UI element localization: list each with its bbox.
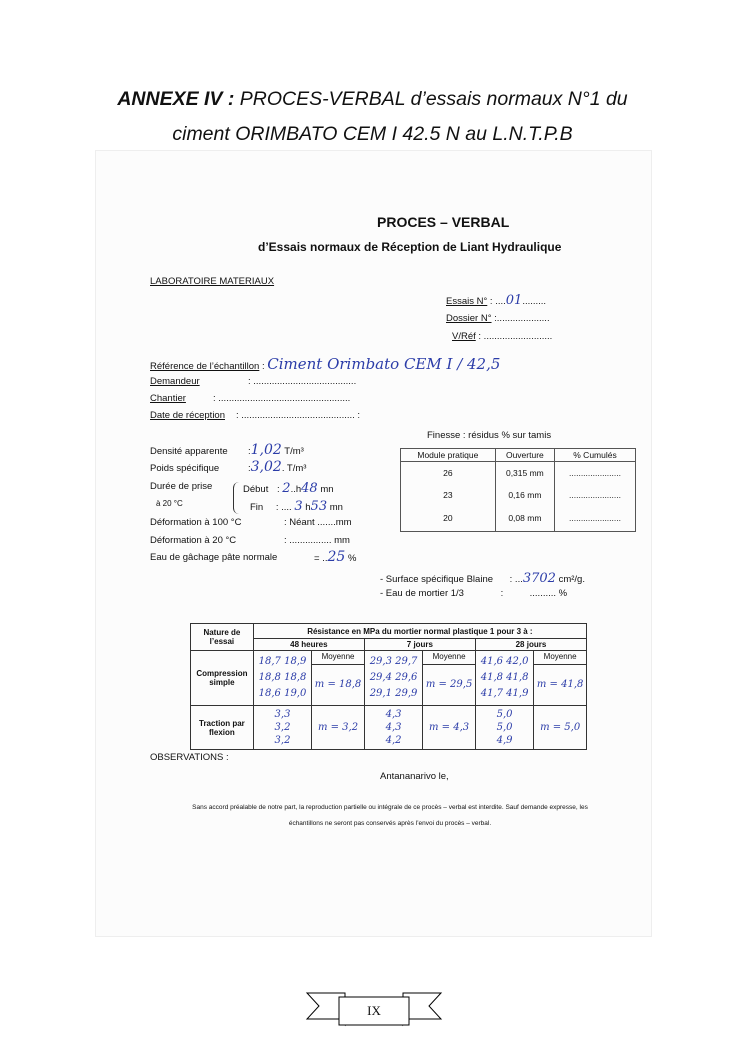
vref-label: V/Réf xyxy=(452,331,476,342)
reference-prefix: : xyxy=(261,361,265,372)
eau-unit: % xyxy=(347,553,357,564)
annex-title-text: PROCES-VERBAL d’essais normaux N°1 du xyxy=(234,88,628,110)
annex-label: ANNEXE IV : xyxy=(117,88,235,110)
eau-value: 25 xyxy=(327,549,346,565)
resistance-table xyxy=(190,623,587,750)
densite-unit: T/m³ xyxy=(284,446,304,457)
chantier-value: : .................................................. xyxy=(213,393,351,404)
debut-label: Début xyxy=(243,484,269,495)
essais-label: Essais N° xyxy=(446,296,488,307)
essais-suffix: ......... xyxy=(522,296,547,307)
finesse-header: Ouverture xyxy=(495,449,554,462)
fin-label: Fin xyxy=(250,502,264,513)
poids-prefix: : xyxy=(248,463,251,474)
res-period: 7 jours xyxy=(364,639,475,651)
res-header-row xyxy=(191,624,587,639)
comp-28-mean: m = 41,8 xyxy=(536,678,584,690)
eau-label: Eau de gâchage pâte normale xyxy=(150,552,278,563)
date-label: Date de réception xyxy=(150,410,225,421)
finesse-cell: ...................... xyxy=(555,506,636,532)
vref-row xyxy=(452,331,552,342)
traction-label: Traction par flexion xyxy=(191,706,254,750)
finesse-title: Finesse : résidus % sur tamis xyxy=(427,430,552,441)
dossier-value: :.................... xyxy=(494,313,550,324)
trac-7-mean: m = 4,3 xyxy=(423,706,476,750)
reference-value: Ciment Orimbato CEM I / 42,5 xyxy=(267,355,501,373)
essais-row xyxy=(446,293,546,308)
dossier-label: Dossier N° xyxy=(446,313,492,324)
poids-unit: . T/m³ xyxy=(281,463,307,474)
eau-prefix: = .. xyxy=(314,553,328,564)
chantier-label: Chantier xyxy=(150,393,186,404)
essais-prefix: : .... xyxy=(489,296,506,307)
compression-label: Compression simple xyxy=(191,651,254,706)
res-nature-header: Nature de l’essai xyxy=(191,624,254,651)
comp-48-mean-cell xyxy=(312,651,365,706)
finesse-row xyxy=(401,484,636,506)
city-date: Antananarivo le, xyxy=(380,771,449,782)
mortier-label: - Eau de mortier 1/3 xyxy=(380,588,464,599)
trac-48-mean: m = 3,2 xyxy=(312,706,365,750)
compression-row xyxy=(191,651,587,706)
mortier-row xyxy=(380,588,567,599)
moyenne-label: Moyenne xyxy=(312,652,364,665)
poids-value: 3,02 xyxy=(250,459,282,475)
finesse-cell: 26 xyxy=(401,462,496,484)
comp-7-values: 29,3 29,7 29,4 29,6 29,1 29,9 xyxy=(364,651,422,706)
moyenne-label: Moyenne xyxy=(423,652,475,665)
doc-title: PROCES – VERBAL xyxy=(377,214,510,230)
eau-row xyxy=(314,549,356,565)
res-period: 48 heures xyxy=(253,639,364,651)
trac-28-values: 5,0 5,0 4,9 xyxy=(475,706,533,750)
fin-prefix: : .... xyxy=(275,502,292,513)
prise-temp: à 20 °C xyxy=(156,499,183,508)
blaine-label: - Surface spécifique Blaine xyxy=(380,574,494,585)
debut-mn-unit: mn xyxy=(320,484,334,495)
moyenne-label: Moyenne xyxy=(534,652,586,665)
finesse-row xyxy=(401,462,636,484)
traction-row xyxy=(191,706,587,750)
poids-row xyxy=(248,459,306,475)
page-number: IX xyxy=(367,1003,381,1018)
dossier-row xyxy=(446,313,550,324)
debut-hours: 2 xyxy=(282,481,291,496)
fin-mn-unit: mn xyxy=(329,502,343,513)
reference-row xyxy=(150,355,500,373)
fin-h-unit: h xyxy=(305,502,311,513)
comp-48-values: 18,7 18,9 18,8 18,8 18,6 19,0 xyxy=(253,651,311,706)
date-value: : ........................................... : xyxy=(236,410,361,421)
finesse-cell: 0,08 mm xyxy=(495,506,554,532)
trac-28-mean: m = 5,0 xyxy=(534,706,587,750)
finesse-row xyxy=(401,506,636,532)
finesse-table xyxy=(400,448,636,532)
debut-prefix: : xyxy=(277,484,280,495)
prise-brace xyxy=(233,482,241,514)
debut-h-unit: ..h xyxy=(290,484,302,495)
trac-48-values: 3,3 3,2 3,2 xyxy=(253,706,311,750)
lab-name: LABORATOIRE MATERIAUX xyxy=(150,276,275,287)
essais-value: 01 xyxy=(505,293,523,308)
densite-label: Densité apparente xyxy=(150,446,228,457)
blaine-prefix: : ... xyxy=(509,574,523,585)
blaine-value: 3702 xyxy=(522,571,556,586)
finesse-header: Module pratique xyxy=(401,449,496,462)
demandeur-label: Demandeur xyxy=(150,376,200,387)
finesse-cell: ...................... xyxy=(555,462,636,484)
blaine-unit: cm²/g. xyxy=(558,574,585,585)
finesse-cell: 0,315 mm xyxy=(495,462,554,484)
densite-value: 1,02 xyxy=(250,442,282,458)
mortier-value: : .......... % xyxy=(500,588,568,599)
reference-label: Référence de l’échantillon xyxy=(150,361,260,372)
footer-line1: Sans accord préalable de notre part, la reproduction partielle ou intégrale de ce procès – verbal est interdite. Sauf demande expresse, les xyxy=(192,804,588,811)
trac-7-values: 4,3 4,3 4,2 xyxy=(364,706,422,750)
res-title-header: Résistance en MPa du mortier normal plastique 1 pour 3 à : xyxy=(253,624,586,639)
def20-value: : ................ mm xyxy=(284,535,350,546)
debut-minutes: 48 xyxy=(301,481,318,496)
def100-value: : Néant .......mm xyxy=(284,517,352,528)
vref-value: : .......................... xyxy=(478,331,553,342)
comp-28-values: 41,6 42,0 41,8 41,8 41,7 41,9 xyxy=(475,651,533,706)
debut-row xyxy=(243,481,334,496)
finesse-cell: ...................... xyxy=(555,484,636,506)
comp-28-mean-cell xyxy=(534,651,587,706)
finesse-cell: 23 xyxy=(401,484,496,506)
densite-row xyxy=(248,442,304,458)
finesse-cell: 20 xyxy=(401,506,496,532)
def20-label: Déformation à 20 °C xyxy=(150,535,237,546)
comp-7-mean: m = 29,5 xyxy=(425,678,473,690)
poids-label: Poids spécifique xyxy=(150,463,220,474)
finesse-header-row xyxy=(401,449,636,462)
def100-label: Déformation à 100 °C xyxy=(150,517,242,528)
footer-line2: échantillons ne seront pas conservés après l’envoi du procès – verbal. xyxy=(288,820,492,827)
observations-label: OBSERVATIONS : xyxy=(150,752,229,763)
finesse-header: % Cumulés xyxy=(555,449,636,462)
blaine-row xyxy=(380,571,585,586)
fin-hours: 3 xyxy=(294,499,303,514)
res-period: 28 jours xyxy=(475,639,586,651)
fin-row xyxy=(250,499,343,514)
annex-title-line1 xyxy=(0,84,745,115)
prise-label: Durée de prise xyxy=(150,481,213,492)
comp-7-mean-cell xyxy=(423,651,476,706)
doc-subtitle: d’Essais normaux de Réception de Liant Hydraulique xyxy=(258,240,562,254)
densite-prefix: : xyxy=(248,446,251,457)
demandeur-value: : ....................................... xyxy=(248,376,357,387)
annex-title-line2: ciment ORIMBATO CEM I 42.5 N au L.N.T.P.B xyxy=(172,123,573,145)
finesse-cell: 0,16 mm xyxy=(495,484,554,506)
fin-minutes: 53 xyxy=(310,499,328,514)
comp-48-mean: m = 18,8 xyxy=(314,678,362,690)
